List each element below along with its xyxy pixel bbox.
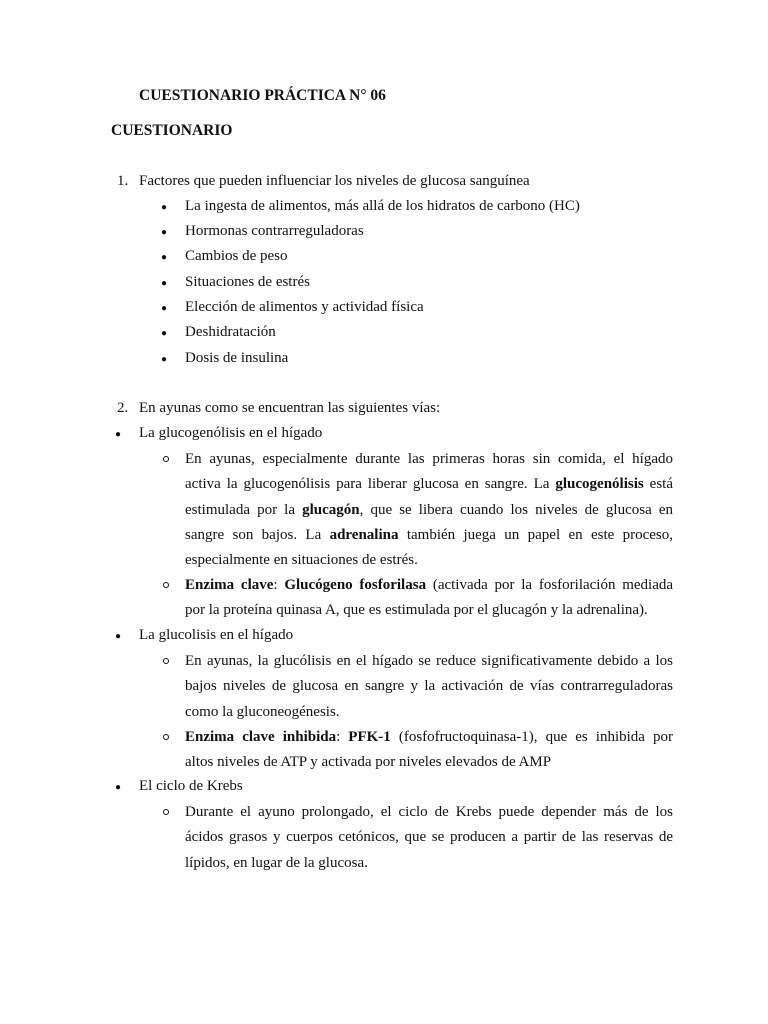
- paragraph: [185, 800, 673, 876]
- paragraph-line: En ayunas, especialmente durante las primeras horas sin comida, el hígado: [185, 451, 673, 467]
- bullet-icon: ●: [115, 631, 122, 642]
- paragraph: [185, 573, 673, 624]
- text-span: sangre son bajos. La: [185, 526, 330, 543]
- paragraph: [185, 649, 673, 725]
- paragraph-line: En ayunas, la glucólisis en el hígado se reduce significativamente debido a los: [185, 653, 673, 669]
- paragraph-line: [185, 498, 673, 523]
- circle-bullet-icon: [163, 658, 169, 664]
- list-item: Elección de alimentos y actividad física: [185, 299, 424, 315]
- paragraph: [185, 447, 673, 573]
- pathway-heading: La glucogenólisis en el hígado: [139, 425, 323, 441]
- bullet-icon: ●: [161, 227, 168, 238]
- pathway-heading: La glucolisis en el hígado: [139, 627, 294, 643]
- paragraph-line: bajos niveles de glucosa en sangre y la activación de vías contrarreguladoras: [185, 678, 673, 695]
- paragraph-line: [185, 523, 673, 548]
- text-span: activa la glucogenólisis para liberar glucosa en sangre. La: [185, 476, 556, 493]
- bullet-icon: ●: [161, 202, 168, 213]
- text-span: (activada por la fosforilación mediada: [426, 577, 674, 593]
- bold-term: Glucógeno fosforilasa: [284, 577, 427, 593]
- text-span: :: [273, 577, 285, 593]
- list-item: Cambios de peso: [185, 248, 288, 264]
- bold-term: adrenalina: [329, 526, 399, 543]
- question-number: 1.: [117, 173, 129, 189]
- bold-term: glucagón: [302, 501, 360, 518]
- bullet-icon: ●: [161, 303, 168, 314]
- paragraph-line: ácidos grasos y cuerpos cetónicos, que se producen a partir de las reservas de: [185, 829, 673, 846]
- bullet-icon: ●: [115, 429, 122, 440]
- text-span: (fosfofructoquinasa-1), que es inhibida por: [390, 729, 673, 745]
- bullet-icon: ●: [161, 252, 168, 263]
- bold-term: PFK-1: [348, 729, 391, 745]
- text-span: estimulada por la: [185, 501, 303, 518]
- paragraph-line: [185, 472, 673, 497]
- question-text: En ayunas como se encuentran las siguientes vías:: [139, 400, 441, 416]
- circle-bullet-icon: [163, 456, 169, 462]
- text-span: :: [336, 729, 349, 745]
- list-item: Hormonas contrarreguladoras: [185, 223, 364, 239]
- question-number: 2.: [117, 400, 129, 416]
- paragraph-line: [185, 573, 673, 598]
- list-item: La ingesta de alimentos, más allá de los hidratos de carbono (HC): [185, 198, 580, 214]
- circle-bullet-icon: [163, 809, 169, 815]
- paragraph-line: lípidos, en lugar de la glucosa.: [185, 854, 368, 871]
- section-heading: CUESTIONARIO: [111, 122, 233, 139]
- bullet-icon: ●: [161, 354, 168, 365]
- list-item: Situaciones de estrés: [185, 274, 310, 290]
- bullet-icon: ●: [161, 278, 168, 289]
- question-text: Factores que pueden influenciar los niveles de glucosa sanguínea: [139, 173, 530, 189]
- paragraph-line: [185, 725, 673, 750]
- list-item: Dosis de insulina: [185, 350, 289, 366]
- page-title: CUESTIONARIO PRÁCTICA N° 06: [139, 87, 386, 104]
- circle-bullet-icon: [163, 734, 169, 740]
- bold-term: Enzima clave: [185, 577, 274, 593]
- bullet-icon: ●: [161, 328, 168, 339]
- paragraph: [185, 725, 673, 776]
- pathway-heading: El ciclo de Krebs: [139, 778, 243, 794]
- circle-bullet-icon: [163, 582, 169, 588]
- text-span: está: [643, 476, 673, 493]
- paragraph-line: especialmente en situaciones de estrés.: [185, 552, 418, 569]
- paragraph-line: Durante el ayuno prolongado, el ciclo de Krebs puede depender más de los: [185, 804, 673, 820]
- text-span: también juega un papel en este proceso,: [398, 526, 674, 543]
- paragraph-line: altos niveles de ATP y activada por niveles elevados de AMP: [185, 754, 552, 771]
- list-item: Deshidratación: [185, 324, 276, 340]
- paragraph-line: como la gluconeogénesis.: [185, 703, 340, 720]
- bold-term: Enzima clave inhibida: [185, 729, 337, 745]
- bold-term: glucogenólisis: [555, 476, 644, 493]
- paragraph-line: por la proteína quinasa A, que es estimulada por el glucagón y la adrenalina).: [185, 602, 648, 619]
- text-span: , que se libera cuando los niveles de glucosa en: [359, 501, 673, 518]
- bullet-icon: ●: [115, 782, 122, 793]
